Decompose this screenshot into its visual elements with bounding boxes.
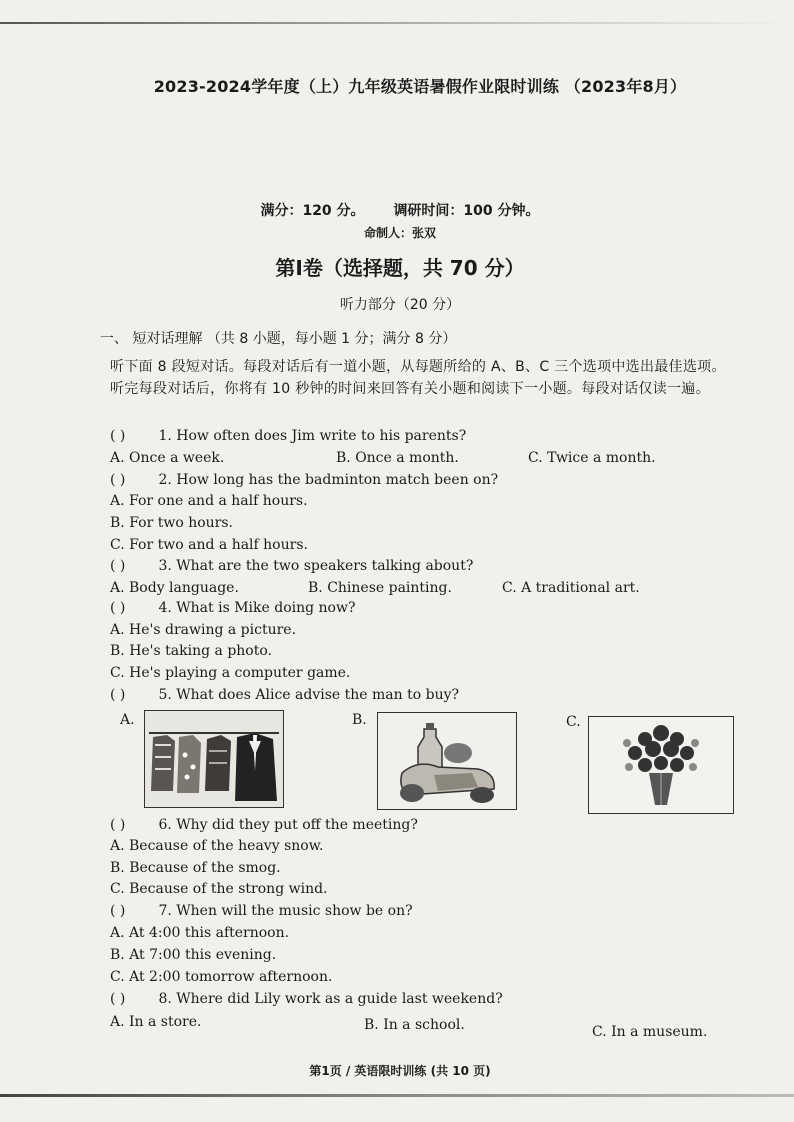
part-title: 第Ⅰ卷（选择题，共 70 分） [275, 256, 525, 280]
answer-blank[interactable]: ( ) [110, 472, 126, 488]
question-7 [110, 903, 413, 919]
option-b: B. For two hours. [110, 515, 233, 531]
option-a: A. Body language. [110, 580, 239, 596]
question-text: 8. Where did Lily work as a guide last weekend? [158, 991, 503, 1007]
exam-time: 调研时间：100 分钟。 [393, 203, 540, 219]
flowers-picture [588, 716, 734, 814]
option-a: A. For one and a half hours. [110, 493, 308, 509]
question-text: 4. What is Mike doing now? [158, 600, 356, 616]
scan-edge-bottom [0, 1094, 794, 1097]
option-a: A. He's drawing a picture. [110, 622, 297, 638]
option-c: C. For two and a half hours. [110, 537, 308, 553]
option-c: C. [566, 714, 581, 730]
option-b: B. Chinese painting. [308, 580, 452, 596]
option-c: C. Because of the strong wind. [110, 881, 328, 897]
option-a: A. Because of the heavy snow. [110, 838, 324, 854]
instructions: 听下面 8 段短对话。每段对话后有一道小题，从每题所给的 A、B、C 三个选项中选出最佳选项。听完每段对话后，你将有 10 秒钟的时间来回答有关小题和阅读下一小题。每段对话仅读一遍。 [110, 359, 726, 397]
option-a: A. At 4:00 this afternoon. [110, 925, 290, 941]
option-b: B. Because of the smog. [110, 860, 281, 876]
question-8 [110, 991, 503, 1007]
clothes-picture [144, 710, 284, 808]
option-b: B. He's taking a photo. [110, 643, 272, 659]
question-3 [110, 558, 473, 574]
option-a: A. In a store. [110, 1014, 202, 1030]
answer-blank[interactable]: ( ) [110, 558, 126, 574]
option-c: C. He's playing a computer game. [110, 665, 351, 681]
option-c: C. In a museum. [592, 1024, 708, 1040]
answer-blank[interactable]: ( ) [110, 991, 126, 1007]
question-text: 5. What does Alice advise the man to buy? [158, 687, 460, 703]
food-icon [378, 713, 516, 809]
question-4 [110, 600, 355, 616]
option-c: C. At 2:00 tomorrow afternoon. [110, 969, 333, 985]
scan-edge-top [0, 22, 794, 24]
option-b: B. At 7:00 this evening. [110, 947, 277, 963]
question-text: 1. How often does Jim write to his parents? [158, 428, 467, 444]
listening-title: 听力部分（20 分） [339, 297, 461, 313]
exam-meta [190, 200, 610, 220]
page-footer: 第1页 / 英语限时训练 (共 10 页) [309, 1064, 491, 1078]
food-picture [377, 712, 517, 810]
section-heading: 一、 短对话理解 （共 8 小题，每小题 1 分；满分 8 分） [100, 331, 457, 347]
question-text: 6. Why did they put off the meeting? [158, 817, 418, 833]
question-2 [110, 472, 498, 488]
answer-blank[interactable]: ( ) [110, 600, 126, 616]
answer-blank[interactable]: ( ) [110, 903, 126, 919]
question-1 [110, 428, 466, 444]
clothes-icon [145, 711, 283, 807]
option-c: C. A traditional art. [502, 580, 640, 596]
answer-blank[interactable]: ( ) [110, 428, 126, 444]
question-text: 2. How long has the badminton match been on? [158, 472, 499, 488]
answer-blank[interactable]: ( ) [110, 687, 126, 703]
answer-blank[interactable]: ( ) [110, 817, 126, 833]
option-a: A. Once a week. [110, 450, 225, 466]
page-title: 2023-2024学年度（上）九年级英语暑假作业限时训练 （2023年8月） [153, 77, 687, 96]
question-6 [110, 817, 418, 833]
option-b: B. Once a month. [336, 450, 459, 466]
flower-bouquet-icon [589, 717, 733, 813]
option-c: C. Twice a month. [528, 450, 656, 466]
question-text: 7. When will the music show be on? [158, 903, 413, 919]
option-b: B. [352, 712, 367, 728]
question-5 [110, 687, 459, 703]
author-line: 命制人：张双 [363, 226, 436, 240]
option-b: B. In a school. [364, 1017, 465, 1033]
option-a: A. [120, 712, 135, 728]
full-score: 满分：120 分。 [260, 203, 365, 219]
question-text: 3. What are the two speakers talking about? [158, 558, 474, 574]
